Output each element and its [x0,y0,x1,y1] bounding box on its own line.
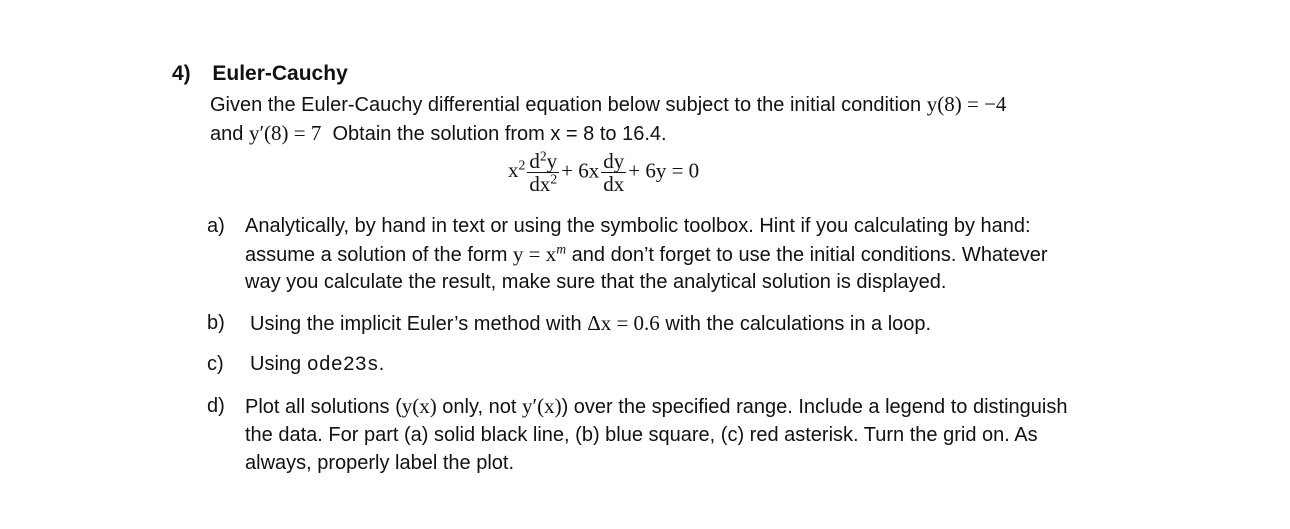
problem-number: 4) [172,62,191,85]
eq-rest: + 6y = 0 [628,158,700,183]
intro-line-2 [210,119,667,149]
part-d-line-1: Plot all solutions (y(x) only, not y′(x)) over the specified range. Include a legend to distinguish [245,394,1068,418]
part-c-label: c) [207,353,224,375]
part-d-math-yprime: y′(x) [521,394,562,418]
initial-condition-y: y(8) = −4 [926,92,1007,116]
part-b-label: b) [207,312,225,334]
intro-text: Given the Euler-Cauchy differential equation below subject to the initial condition [210,94,927,116]
part-a-label: a) [207,215,225,237]
part-d-line-3: always, properly label the plot. [245,452,515,474]
part-a-line-2: assume a solution of the form $y = x^m$ and don’t forget to use the initial conditions. Whatever [245,241,1048,266]
part-a-trial-solution: $y = x^m$ [512,241,567,266]
eq-dy-dx: $\frac{dy}{dx}$ [603,149,625,196]
part-b-line-1: Using the implicit Euler’s method with Δx = 0.6 with the calculations in a loop. [250,311,932,335]
part-d-math-y: y(x) [401,394,437,418]
intro-line-1 [210,90,1006,120]
part-b-step-size: Δx = 0.6 [587,311,660,335]
eq-plus-6x: + 6x [561,158,600,183]
differential-equation [508,150,699,195]
part-c-code: ode23s [306,354,379,377]
part-a-line-1: Analytically, by hand in text or using the symbolic toolbox. Hint if you calculating by hand: [245,215,1031,237]
problem-heading [172,62,348,86]
part-c-line-1: Using ode23s. [250,353,385,377]
eq-d2y-dx2: $\frac{d^2y}{dx^2}$ [529,148,558,196]
intro-and: and [210,123,249,145]
initial-condition-yprime: y′(8) = 7 [248,121,322,145]
intro-range: Obtain the solution from x = 8 to 16.4. [321,123,667,145]
eq-x2: $x^2$ [508,157,526,183]
problem-title: Euler-Cauchy [212,62,348,85]
part-a-line-3: way you calculate the result, make sure that the analytical solution is displayed. [245,271,947,293]
part-d-label: d) [207,395,225,417]
part-d-line-2: the data. For part (a) solid black line, (b) blue square, (c) red asterisk. Turn the grid on. As [245,424,1038,446]
